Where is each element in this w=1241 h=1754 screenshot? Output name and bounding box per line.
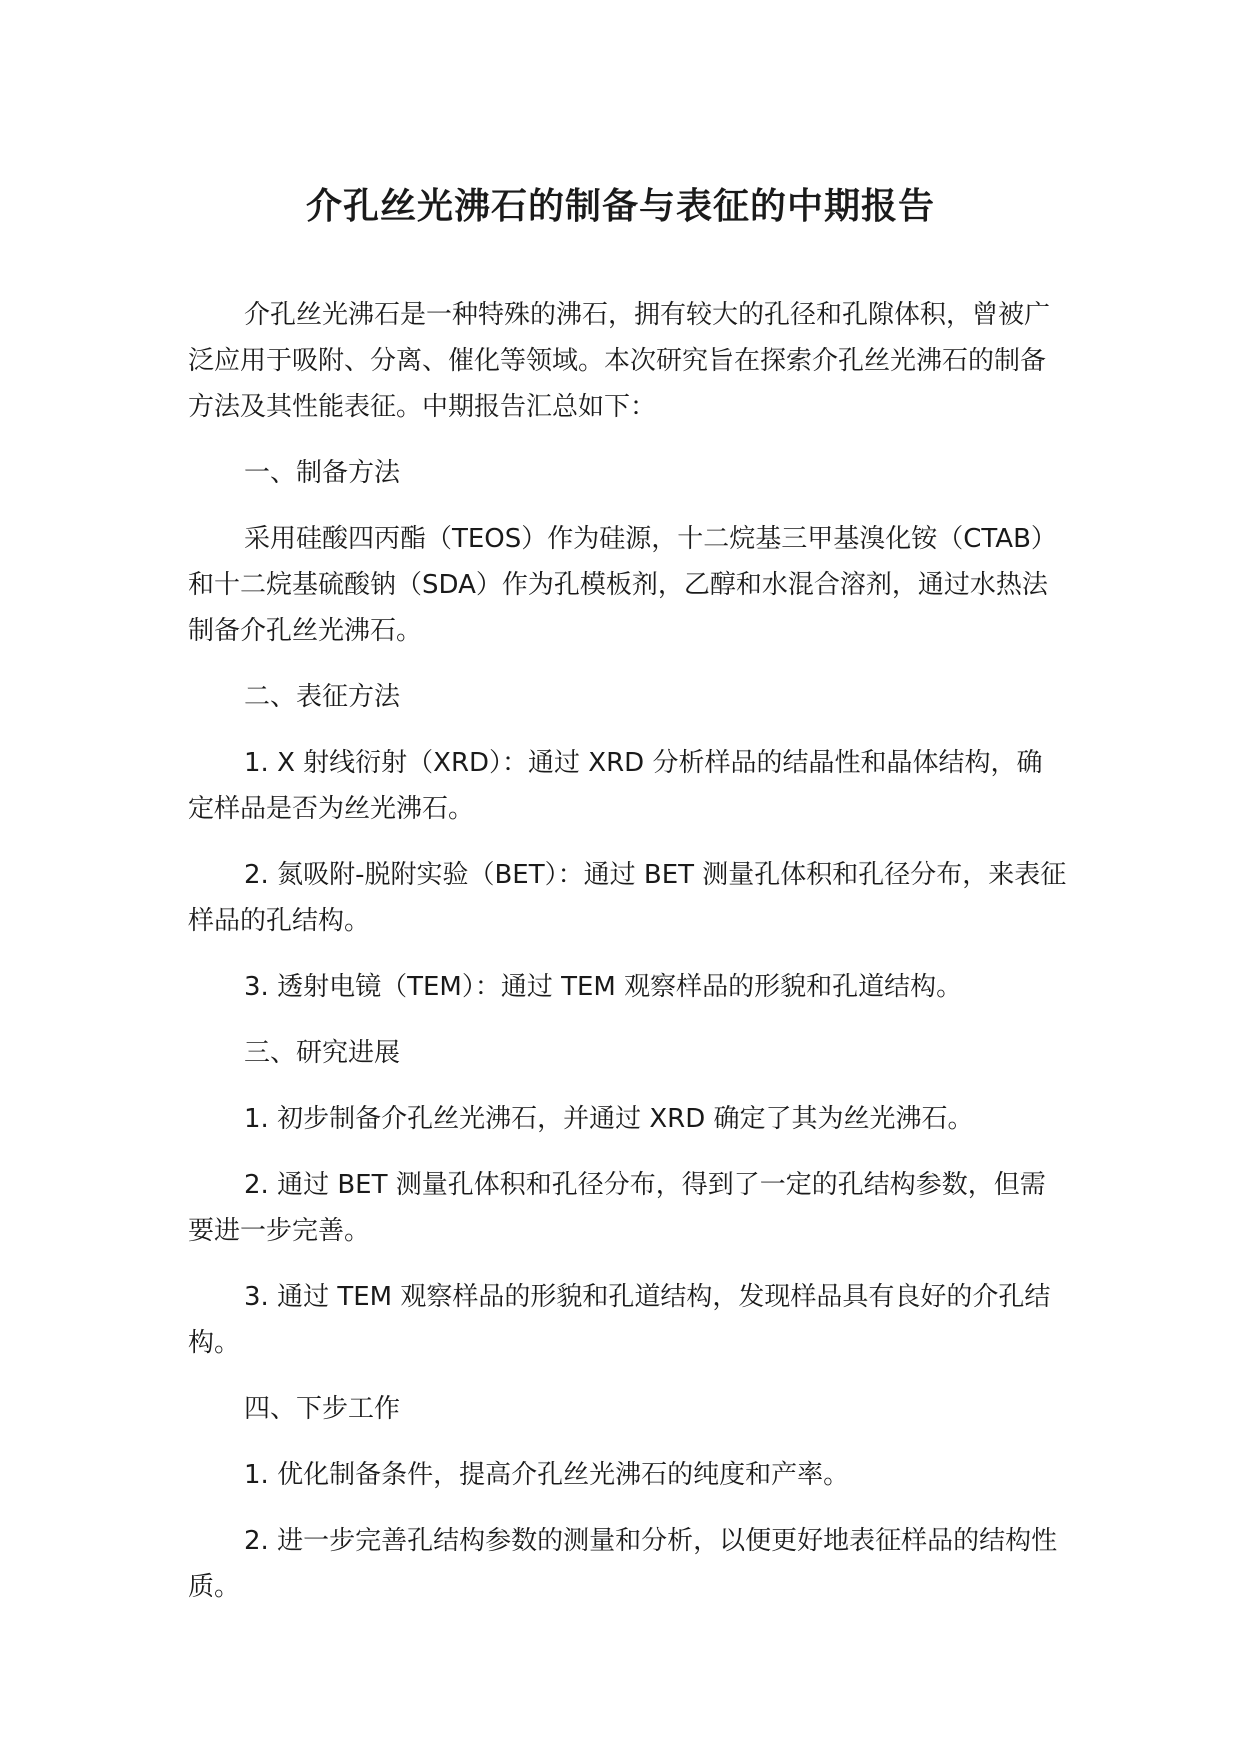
progress-item-3: 3. 通过 TEM 观察样品的形貌和孔道结构，发现样品具有良好的介孔结构。 — [188, 1282, 1051, 1358]
section-heading-next-steps: 四、下步工作 — [244, 1394, 401, 1424]
intro-paragraph: 介孔丝光沸石是一种特殊的沸石，拥有较大的孔径和孔隙体积，曾被广泛应用于吸附、分离、催化等领域。本次研究旨在探索介孔丝光沸石的制备方法及其性能表征。中期报告汇总如下： — [188, 300, 1051, 422]
progress-item-1: 1. 初步制备介孔丝光沸石，并通过 XRD 确定了其为丝光沸石。 — [244, 1104, 974, 1134]
section-heading-characterization: 二、表征方法 — [244, 682, 401, 712]
progress-item-2: 2. 通过 BET 测量孔体积和孔径分布，得到了一定的孔结构参数，但需要进一步完善。 — [188, 1170, 1046, 1246]
next-steps-item-2: 2. 进一步完善孔结构参数的测量和分析，以便更好地表征样品的结构性质。 — [188, 1526, 1058, 1602]
characterization-item-xrd: 1. X 射线衍射（XRD）：通过 XRD 分析样品的结晶性和晶体结构，确定样品是否为丝光沸石。 — [188, 748, 1043, 824]
section-heading-preparation: 一、制备方法 — [244, 458, 401, 488]
characterization-item-tem: 3. 透射电镜（TEM）：通过 TEM 观察样品的形貌和孔道结构。 — [244, 972, 963, 1002]
characterization-item-bet: 2. 氮吸附-脱附实验（BET）：通过 BET 测量孔体积和孔径分布，来表征样品的孔结构。 — [188, 860, 1067, 936]
next-steps-item-1: 1. 优化制备条件，提高介孔丝光沸石的纯度和产率。 — [244, 1460, 850, 1490]
preparation-paragraph: 采用硅酸四丙酯（TEOS）作为硅源，十二烷基三甲基溴化铵（CTAB）和十二烷基硫酸钠（SDA）作为孔模板剂，乙醇和水混合溶剂，通过水热法制备介孔丝光沸石。 — [188, 524, 1057, 646]
document-body — [188, 292, 1068, 1630]
document-title: 介孔丝光沸石的制备与表征的中期报告 — [305, 186, 935, 227]
section-heading-progress: 三、研究进展 — [244, 1038, 401, 1068]
